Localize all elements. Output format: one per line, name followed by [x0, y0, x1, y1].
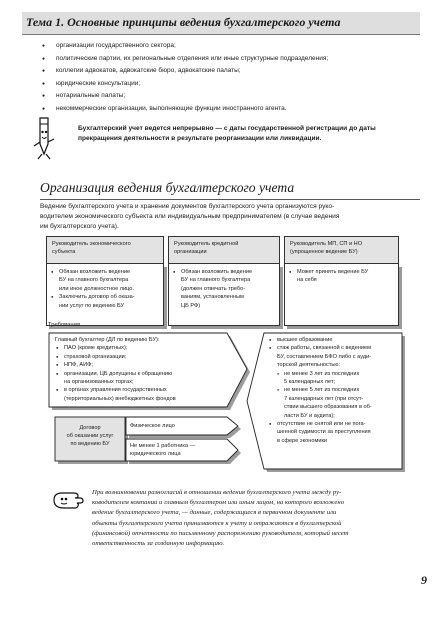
list-item: ● организации государственного сектора; [40, 40, 430, 53]
section-title: Организация ведения бухгалтерского учета [40, 180, 295, 195]
list-item: ● Обязан возложить ведение БУ на главного бухгалтера (должен отвечать требо- ваниям, установленным ЦБ РФ) [173, 268, 275, 310]
list-item: ● ПАО (кроме кредитных); [55, 344, 235, 352]
diagram-col-head-manager: Руководитель экономического субъекта ● Обязан возложить ведение БУ на главного бухгалтера или иное должностное лицо. ● Заключить договор об оказа- нии услуг по ведению БУ [46, 236, 164, 326]
diagram-col-credit-org: Руководитель кредитной организации ● Обязан возложить ведение БУ на главного бухгалтера (должен отвечать требо- ваниям, установленным ЦБ РФ) [168, 236, 280, 326]
list-item: ● не менее 5 лет из последних 7 календарных лет (при отсут- ствии высшего образования в об- ласти БУ и аудита); [268, 386, 400, 420]
requirements-label: Требования [48, 322, 80, 328]
contract-box: Договор об оказании услуг по ведению БУ [66, 425, 114, 447]
list-item: ● НПФ, АИФ; [55, 361, 235, 369]
list-item: ● стаж работы, связанной с ведением БУ, составлением БФО либо с ауди- торской деятельностью: [268, 344, 400, 369]
list-item: ● Обязан возложить ведение БУ на главного бухгалтера или иное должностное лицо. [51, 268, 159, 293]
diagram-col-small-business: Руководитель МП, СП и НО (упрощенное ведение БУ) ● Может принять ведение БУ на себя [284, 236, 399, 326]
list-item: ● страховой организации; [55, 353, 235, 361]
legal-entity-box: Не менее 1 работника — юридического лица [130, 443, 196, 457]
individual-box: Физическое лицо [130, 423, 175, 429]
hand-pointing-icon [50, 484, 86, 518]
list-item: ● политические партии, их региональные отделения или иные структурные подразделения; [40, 53, 430, 66]
intro-paragraph: Ведение бухгалтерского учета и хранение документов бухгалтерского учета организуются руко- водителем экономического субъекта или индивидуальным предпринимателем (в случае ведения им бухгалтерского учета). [40, 203, 340, 230]
list-item: ● высшее образование [268, 336, 400, 344]
list-item: ● коллегии адвокатов, адвокатские бюро, адвокатские палаты; [40, 65, 430, 78]
chief-accountant-block: Главный бухгалтер (ДЛ по ведению БУ): ● ПАО (кроме кредитных); ● страховой организации; ● НПФ, АИФ; ● организации, ЦБ допущены к обращению на организованных торгах; ● в органах управления государственных (территориальных) внебюджетных фондов [55, 336, 235, 403]
page-number: 9 [421, 573, 427, 587]
list-item: ● юридические консультации; [40, 78, 430, 91]
list-item: ● некоммерческие организации, выполняющие функции иностранного агента. [40, 103, 430, 116]
requirements-block [268, 336, 400, 445]
note-continuous-accounting: Бухгалтерский учет ведется непрерывно — с даты государственной регистрации до даты прекращения деятельности в результате реорганизации или ликвидации. [78, 125, 376, 142]
list-item: ● не менее 3 лет из последних 5 календарных лет; [268, 370, 400, 387]
header-title: Тема 1. Основные принципы ведения бухгалтерского учета [26, 15, 341, 29]
list-item: ● в органах управления государственных (территориальных) внебюджетных фондов [55, 386, 235, 403]
list-item: ● отсутствие не снятой или не пога- шенной судимости за преступления в сфере экономики [268, 420, 400, 445]
disagreement-note: При возникновении разногласий в отношении ведения бухгалтерского учета между ру- ководителем компании и главным бухгалтером или иным лицом, на которого возложено ведение бухгалтерского учета, — данные, содержащиеся в первичном документе или объекты бухгалтерского учета принимаются к учету и отражаются в бухгалтерской (финансовой) отчетности по письменному распоряжению руководителя, который несет ответственность за созданную информацию. [92, 489, 349, 548]
list-item: ● Может принять ведение БУ на себя [289, 268, 394, 285]
list-item: ● Заключить договор об оказа- нии услуг по ведению БУ [51, 293, 159, 310]
list-item: ● организации, ЦБ допущены к обращению на организованных торгах; [55, 370, 235, 387]
list-item: ● нотариальные палаты; [40, 90, 430, 103]
